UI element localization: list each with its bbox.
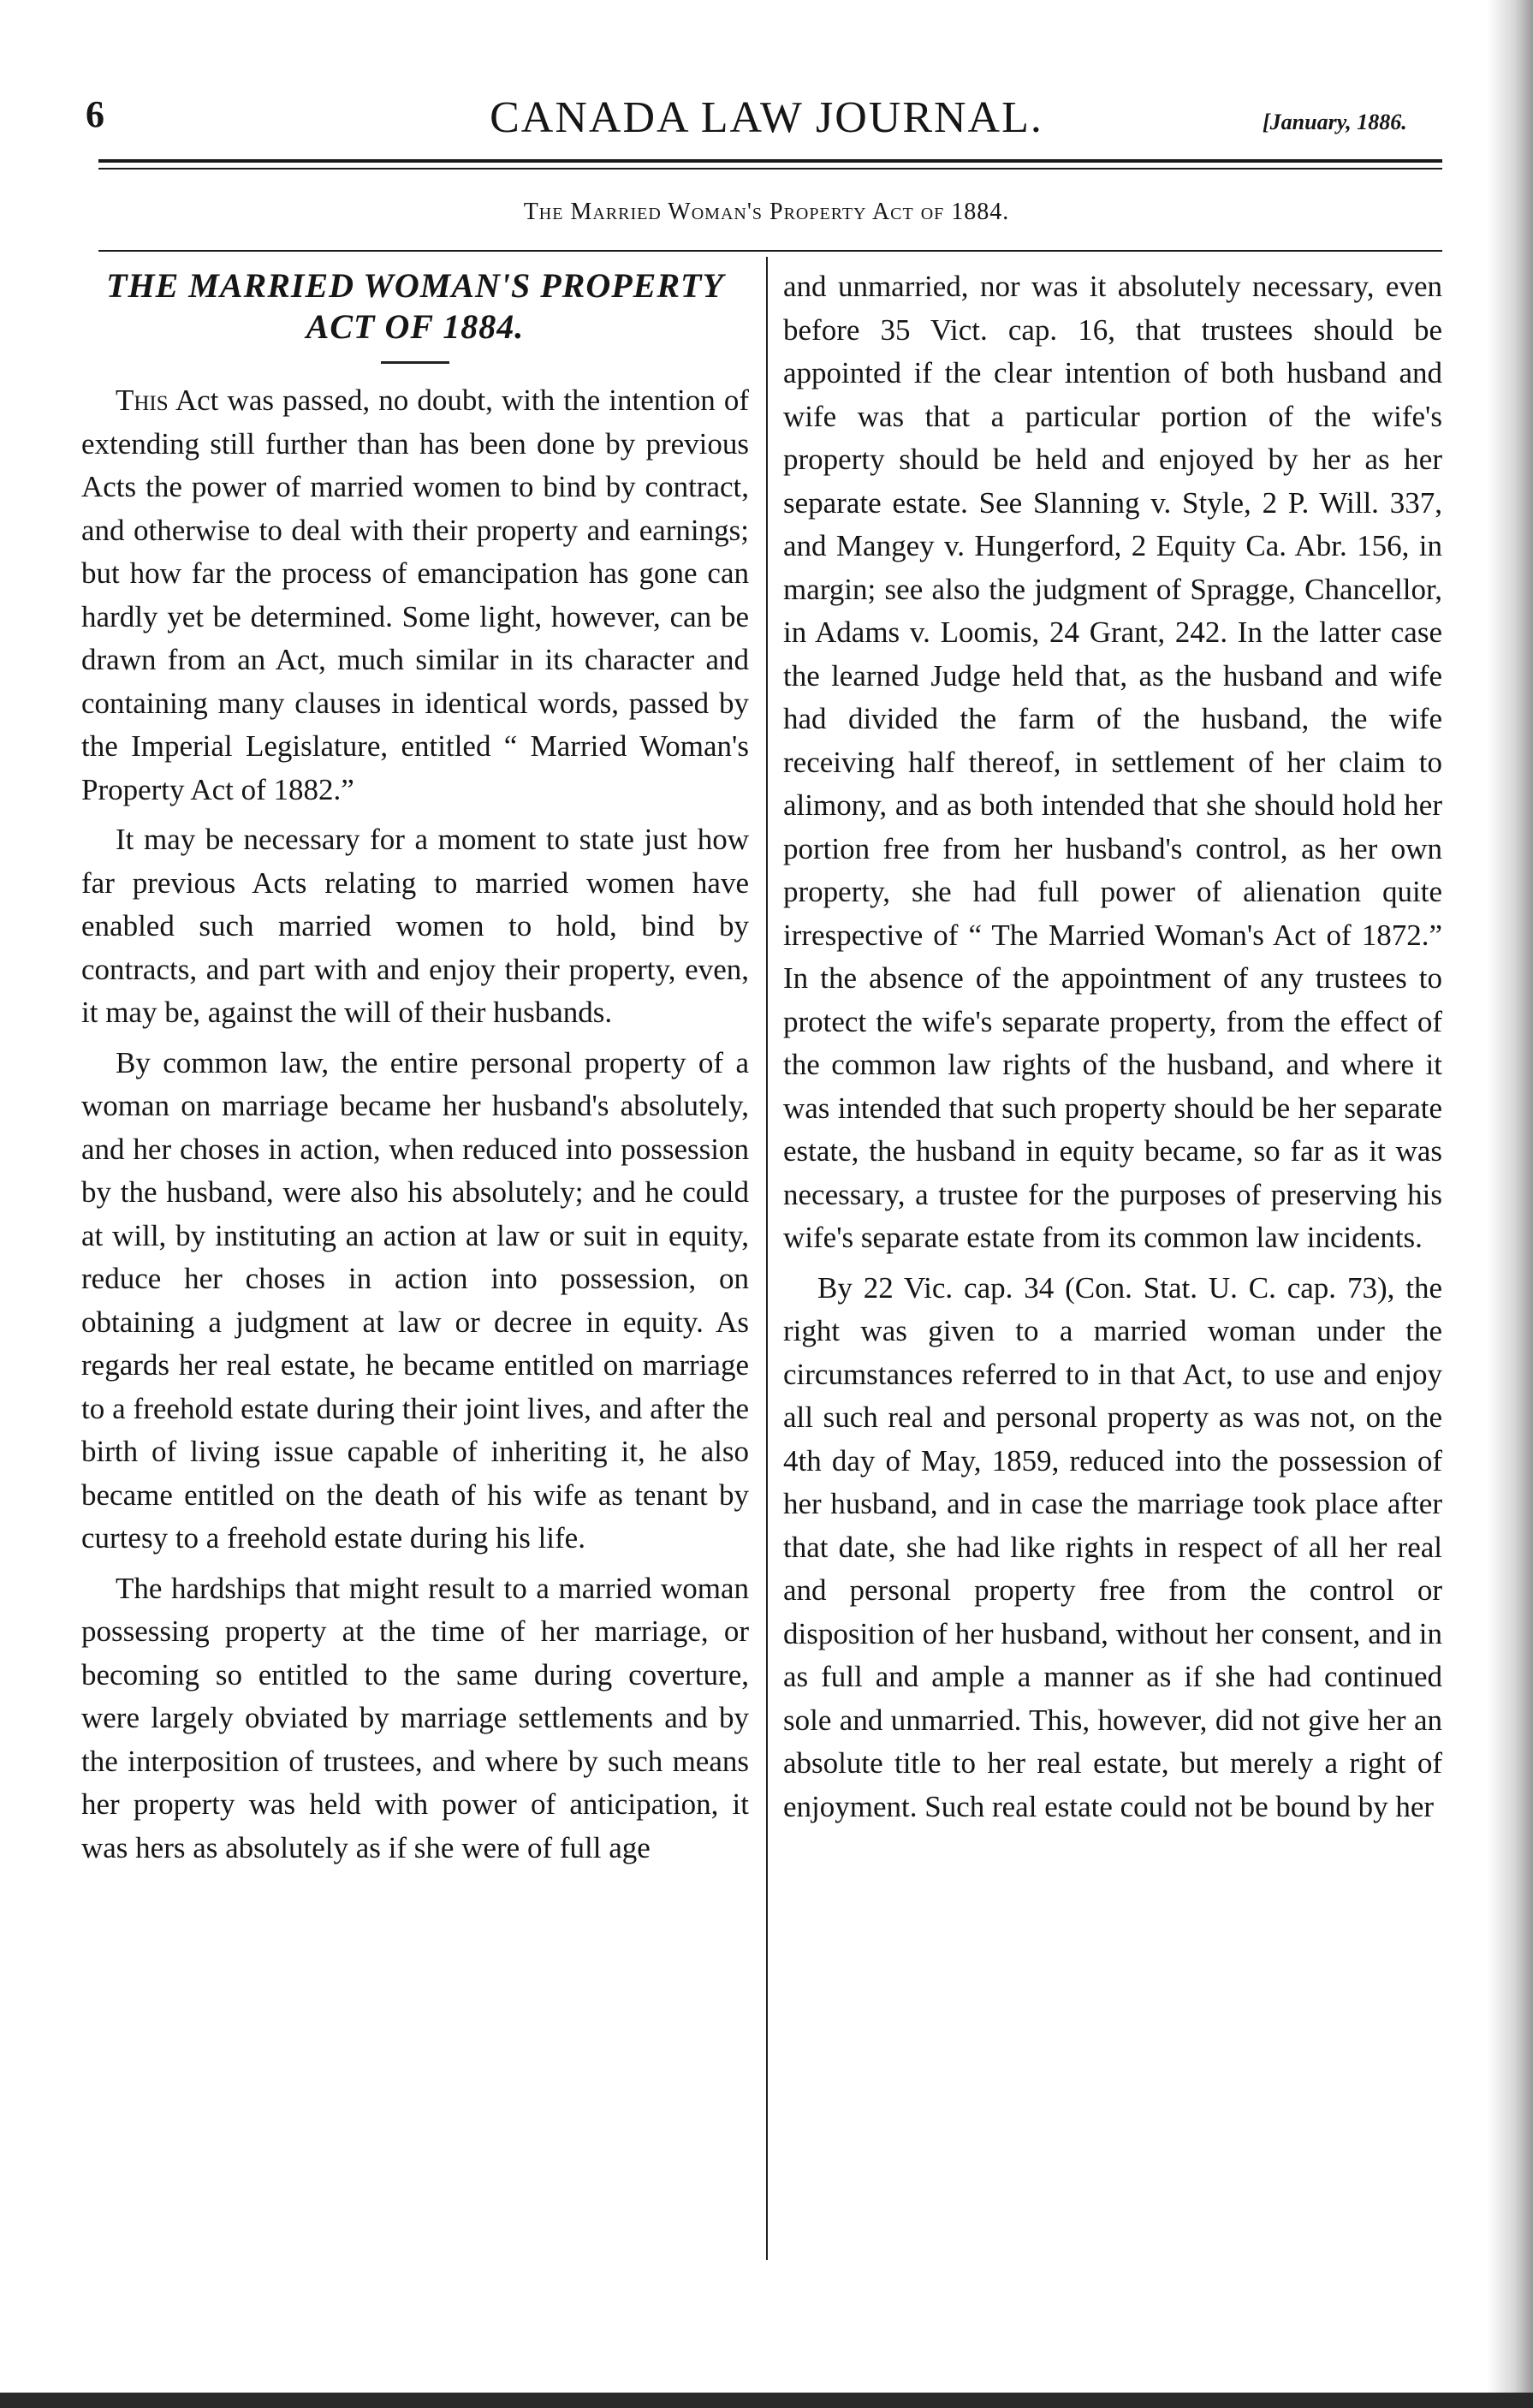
- page-number: 6: [86, 93, 104, 135]
- paragraph: It may be necessary for a moment to state just how far previous Acts relating to married women have enabled such married women to hold, bind by contracts, and part with and enjoy their property, even, it may be, against the will of their husbands.: [81, 823, 749, 1029]
- header-rule-thick: [98, 159, 1442, 163]
- paragraph: By common law, the entire personal property of a woman on marriage became her husband's absolutely, and her choses in action, when reduced into possession by the husband, were also his absolutely; and he could at will, by instituting an action at law or suit in equity, reduce her choses in action into possession, on obtaining a judgment at law or decree in equity. As regards her real estate, he became entitled on marriage to a freehold estate during their joint lives, and after the birth of living issue capable of inheriting it, he also became entitled on the death of his wife as tenant by curtesy to a freehold estate during his life.: [81, 1045, 749, 1555]
- page-edge-shadow: [1488, 0, 1533, 2408]
- right-column: [783, 265, 1442, 2251]
- title-rule: [381, 361, 449, 364]
- paragraph: By 22 Vic. cap. 34 (Con. Stat. U. C. cap. 73), the right was given to a married woman under the circumstances referred to in that Act, to use and enjoy all such real and personal property as was not, on the 4th day of May, 1859, reduced into the possession of her husband, and in case the marriage took place after that date, she had like rights in respect of all her real and personal property free from the control or disposition of her husband, without her consent, and in as full and ample a manner as if she had continued sole and unmarried. This, however, did not give her an absolute title to her real estate, but merely a right of enjoyment. Such real estate could not be bound by her: [783, 1270, 1442, 1823]
- paragraph: [81, 379, 749, 812]
- column-divider: [766, 257, 768, 2260]
- paragraph: The hardships that might result to a married woman possessing property at the time of her marriage, or becoming so entitled to the same during coverture, were largely obviated by marriage settlements and by the interposition of trustees, and where by such means her property was held with power of anticipation, it was hers as absolutely as if she were of full age: [81, 1571, 749, 1864]
- paragraph-lead: This: [116, 383, 169, 417]
- article-title: THE MARRIED WOMAN'S PROPERTY ACT OF 1884.: [106, 266, 724, 346]
- paragraph-text: Act was passed, no doubt, with the intention of extending still further than has been done by previous Acts the power of married women to bind by contract, and otherwise to deal with their property and earnings; but how far the process of emancipation has gone can hardly yet be determined. Some light, however, can be drawn from an Act, much similar in its character and containing many clauses in identical words, passed by the Imperial Legislature, entitled “ Married Woman's Property Act of 1882.”: [81, 383, 749, 806]
- paragraph-continued: and unmarried, nor was it absolutely necessary, even before 35 Vict. cap. 16, that trustees should be appointed if the clear intention of both husband and wife was that a particular portion of the wife's property should be held and enjoyed by her as her separate estate. See Slanning v. Style, 2 P. Will. 337, and Mangey v. Hungerford, 2 Equity Ca. Abr. 156, in margin; see also the judgment of Spragge, Chancellor, in Adams v. Loomis, 24 Grant, 242. In the latter case the learned Judge held that, as the husband and wife had divided the farm of the husband, the wife receiving half thereof, in settlement of her claim to alimony, and as both intended that she should hold her portion free from her husband's control, as her own property, she had full power of alienation quite irrespective of “ The Married Woman's Act of 1872.” In the absence of the appointment of any trustees to protect the wife's separate property, from the effect of the common law rights of the husband, and where it was intended that such property should be her separate estate, the husband in equity became, so far as it was necessary, a trustee for the purposes of preserving his wife's separate estate from its common law incidents.: [783, 270, 1442, 1254]
- running-head-rule: [98, 250, 1442, 252]
- left-column: [81, 265, 749, 2251]
- header-rule-thin: [98, 168, 1442, 169]
- running-head: The Married Woman's Property Act of 1884.: [523, 199, 1010, 225]
- page-bottom-edge: [0, 2393, 1533, 2408]
- journal-title: CANADA LAW JOURNAL.: [490, 93, 1043, 142]
- issue-date: [January, 1886.: [1263, 110, 1407, 134]
